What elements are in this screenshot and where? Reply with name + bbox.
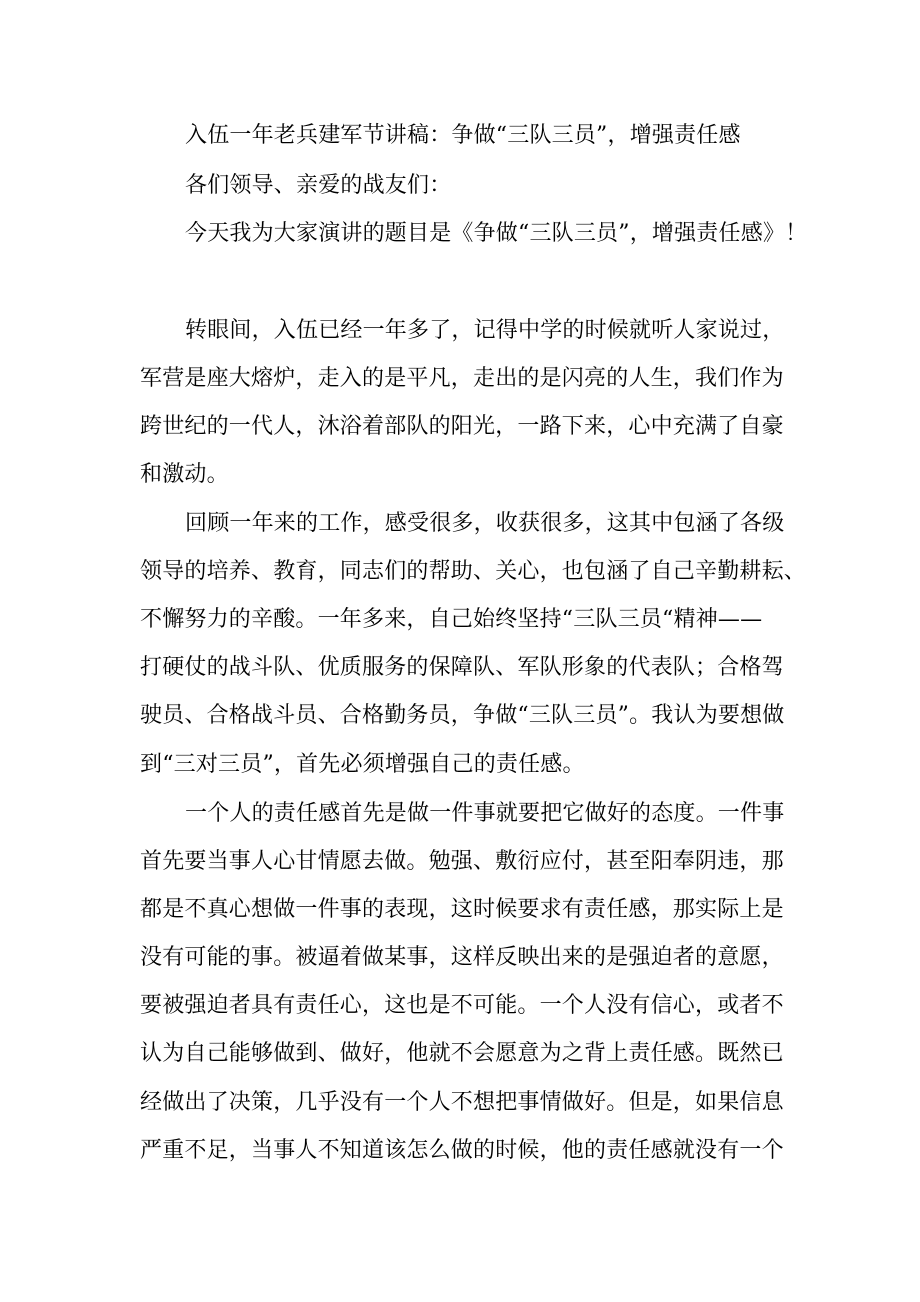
- paragraph-line: 到“三对三员”，首先必须增强自己的责任感。: [140, 752, 585, 777]
- paragraph-line: 回顾一年来的工作，感受很多，收获很多，这其中包涵了各级: [185, 511, 785, 536]
- paragraph-line: 首先要当事人心甘情愿去做。勉强、敷衍应付，甚至阳奉阴违，那: [140, 849, 784, 874]
- paragraph-line: 要被强迫者具有责任心，这也是不可能。一个人没有信心，或者不: [140, 993, 784, 1018]
- salutation: 各们领导、亲爱的战友们：: [185, 173, 452, 198]
- document-title: 入伍一年老兵建军节讲稿：争做“三队三员”，增强责任感: [185, 123, 741, 148]
- paragraph-line: 经做出了决策，几乎没有一个人不想把事情做好。但是，如果信息: [140, 1090, 784, 1115]
- paragraph-line: 领导的培养、教育，同志们的帮助、关心，也包涵了自己辛勤耕耘、: [140, 559, 807, 584]
- paragraph-line: 军营是座大熔炉，走入的是平凡，走出的是闪亮的人生，我们作为: [140, 366, 784, 391]
- paragraph-line: 转眼间，入伍已经一年多了，记得中学的时候就听人家说过，: [185, 318, 785, 343]
- paragraph-line: 打硬仗的战斗队、优质服务的保障队、军队形象的代表队；合格驾: [140, 655, 784, 680]
- paragraph-line: 都是不真心想做一件事的表现，这时候要求有责任感，那实际上是: [140, 897, 784, 922]
- paragraph-line: 没有可能的事。被逼着做某事，这样反映出来的是强迫者的意愿，: [140, 945, 784, 970]
- paragraph-line: 不懈努力的辛酸。一年多来，自己始终坚持“三队三员“精神——: [140, 607, 763, 632]
- paragraph-line: 驶员、合格战斗员、合格勤务员，争做“三队三员”。我认为要想做: [140, 703, 785, 728]
- paragraph-line: 严重不足，当事人不知道该怎么做的时候，他的责任感就没有一个: [140, 1138, 784, 1163]
- paragraph-line: 跨世纪的一代人，沐浴着部队的阳光，一路下来，心中充满了自豪: [140, 414, 784, 439]
- paragraph-line: 认为自己能够做到、做好，他就不会愿意为之背上责任感。既然已: [140, 1041, 784, 1066]
- paragraph-line: 和激动。: [140, 462, 229, 487]
- paragraph-line: 一个人的责任感首先是做一件事就要把它做好的态度。一件事: [185, 801, 785, 826]
- intro-line: 今天我为大家演讲的题目是《争做“三队三员”，增强责任感》！: [185, 221, 808, 246]
